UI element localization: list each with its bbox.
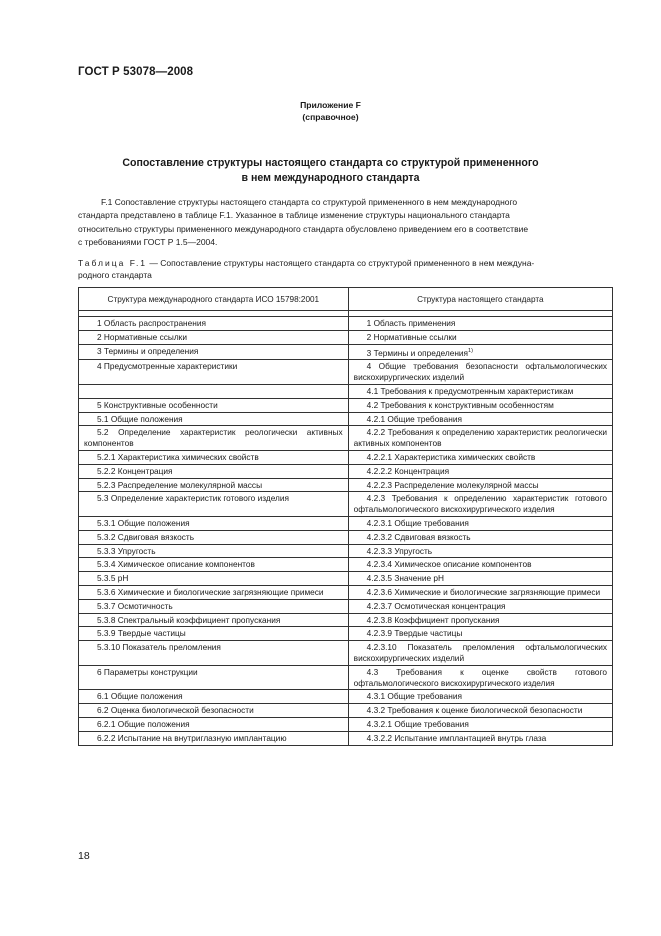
cell-national-section xyxy=(348,464,612,478)
cell-text: 4.3 Требования к оценке свойств готового офтальмологического вискохирургического изделия xyxy=(353,666,607,688)
cell-international-section xyxy=(79,613,349,627)
cell-international-section xyxy=(79,627,349,641)
cell-national-section xyxy=(348,412,612,426)
table-body xyxy=(79,311,613,746)
cell-text: 5.3.10 Показатель преломления xyxy=(97,642,221,653)
cell-text: 5.2 Определение характеристик реологически активных компонентов xyxy=(84,427,343,449)
cell-national-section xyxy=(348,572,612,586)
table-caption-text-cont: родного стандарта xyxy=(78,270,152,280)
cell-national-section xyxy=(348,613,612,627)
table-row xyxy=(79,317,613,331)
cell-international-section xyxy=(79,384,349,398)
table-caption xyxy=(78,257,618,281)
cell-national-section xyxy=(348,530,612,544)
table-row xyxy=(79,330,613,344)
cell-text: 5.3.3 Упругость xyxy=(97,545,156,556)
cell-national-section xyxy=(348,450,612,464)
table-row xyxy=(79,665,613,690)
cell-text: 5.3.4 Химическое описание компонентов xyxy=(97,559,255,570)
cell-national-section xyxy=(348,717,612,731)
cell-international-section xyxy=(79,665,349,690)
cell-text: 4.2.2.3 Распределение молекулярной массы xyxy=(366,479,539,490)
cell-text: 4.2.2.1 Характеристика химических свойств xyxy=(366,451,536,462)
cell-international-section xyxy=(79,317,349,331)
cell-national-section xyxy=(348,731,612,745)
table-row xyxy=(79,530,613,544)
table-row xyxy=(79,690,613,704)
cell-international-section xyxy=(79,478,349,492)
cell-national-section xyxy=(348,690,612,704)
cell-text: 4.2.3.7 Осмотическая концентрация xyxy=(366,600,506,611)
appendix-type: (справочное) xyxy=(302,112,359,122)
table-caption-text: — Сопоставление структуры настоящего стандарта со структурой примененного в нем междуна- xyxy=(147,258,535,268)
table-row xyxy=(79,464,613,478)
cell-text: 6.2.1 Общие положения xyxy=(97,718,190,729)
table-row xyxy=(79,704,613,718)
cell-national-section xyxy=(348,384,612,398)
cell-national-section xyxy=(348,426,612,451)
table-row xyxy=(79,478,613,492)
cell-international-section xyxy=(79,360,349,385)
comparison-table xyxy=(78,287,613,746)
cell-text: 4.2.3.1 Общие требования xyxy=(366,517,469,528)
cell-text: 1 Область применения xyxy=(366,318,456,328)
intro-paragraph xyxy=(78,196,613,249)
table-row xyxy=(79,731,613,745)
cell-national-section xyxy=(348,704,612,718)
table-row xyxy=(79,450,613,464)
cell-text: 3 Термины и определения xyxy=(97,345,199,356)
cell-international-section xyxy=(79,641,349,666)
footnote-marker: 1) xyxy=(468,347,473,354)
cell-international-section xyxy=(79,690,349,704)
cell-international-section xyxy=(79,516,349,530)
cell-text: 4.3.1 Общие требования xyxy=(366,691,462,702)
table-row xyxy=(79,412,613,426)
cell-text: 6.2.2 Испытание на внутриглазную имплантацию xyxy=(97,732,287,743)
cell-text: 4.2.3.5 Значение pH xyxy=(366,573,445,584)
cell-international-section xyxy=(79,426,349,451)
cell-text: 5.3.6 Химические и биологические загрязняющие примеси xyxy=(97,586,324,597)
cell-text: 5.3 Определение характеристик готового изделия xyxy=(97,493,290,504)
cell-text: 6 Параметры конструкции xyxy=(97,666,198,677)
cell-text: 5.2.3 Распределение молекулярной массы xyxy=(97,479,263,490)
cell-text: 4 Предусмотренные характеристики xyxy=(97,361,238,372)
page-number: 18 xyxy=(78,850,90,862)
cell-text: 5.3.7 Осмотичность xyxy=(97,600,173,611)
table-row xyxy=(79,384,613,398)
cell-text: 4.2.3 Требования к определению характеристик готового офтальмологического вискохирургического изделия xyxy=(353,493,607,515)
cell-text: 5.3.2 Сдвиговая вязкость xyxy=(97,531,195,542)
cell-text: 4.2.1 Общие требования xyxy=(366,413,462,424)
cell-text: 4.2.2 Требования к определению характеристик реологически активных компонентов xyxy=(353,427,607,449)
cell-text: 2 Нормативные ссылки xyxy=(366,331,457,342)
cell-international-section xyxy=(79,717,349,731)
table-row xyxy=(79,558,613,572)
cell-national-section xyxy=(348,492,612,517)
document-id: ГОСТ Р 53078—2008 xyxy=(78,66,194,78)
table-row xyxy=(79,613,613,627)
paragraph-line: с требованиями ГОСТ Р 1.5—2004. xyxy=(78,236,218,247)
cell-text: 4 Общие требования безопасности офтальмологических вискохирургических изделий xyxy=(353,361,607,383)
cell-international-section xyxy=(79,412,349,426)
cell-international-section xyxy=(79,344,349,360)
cell-national-section xyxy=(348,665,612,690)
cell-national-section xyxy=(348,544,612,558)
cell-text: 4.2 Требования к конструктивным особенностям xyxy=(366,399,554,410)
table-row xyxy=(79,360,613,385)
table-row xyxy=(79,717,613,731)
cell-international-section xyxy=(79,731,349,745)
cell-text: 5.3.5 pH xyxy=(97,573,129,584)
cell-text: 5.3.9 Твердые частицы xyxy=(97,628,186,639)
cell-international-section xyxy=(79,544,349,558)
cell-text: 4.2.3.4 Химическое описание компонентов xyxy=(366,559,532,570)
cell-text: 5.2.1 Характеристика химических свойств xyxy=(97,451,259,462)
cell-international-section xyxy=(79,450,349,464)
cell-text: 4.3.2.2 Испытание имплантацией внутрь глаза xyxy=(366,732,547,743)
cell-national-section xyxy=(348,398,612,412)
cell-national-section xyxy=(348,558,612,572)
cell-text: 5.3.8 Спектральный коэффициент пропускания xyxy=(97,614,281,625)
section-title-line-1: Сопоставление структуры настоящего стандарта со структурой примененного xyxy=(122,157,539,169)
cell-international-section xyxy=(79,572,349,586)
header-national-structure: Структура настоящего стандарта xyxy=(348,288,612,311)
cell-national-section xyxy=(348,478,612,492)
cell-text: 4.2.2.2 Концентрация xyxy=(366,465,450,476)
cell-international-section xyxy=(79,398,349,412)
cell-text: 4.2.3.10 Показатель преломления офтальмологических вискохирургических изделий xyxy=(353,642,607,663)
cell-text: 5.1 Общие положения xyxy=(97,413,183,424)
cell-text: 4.2.3.6 Химические и биологические загрязняющие примеси xyxy=(366,586,601,597)
table-row xyxy=(79,572,613,586)
table-row xyxy=(79,585,613,599)
cell-text: 1 Область распространения xyxy=(97,318,206,328)
cell-international-section xyxy=(79,558,349,572)
cell-text: 6.1 Общие положения xyxy=(97,691,183,702)
table-row xyxy=(79,426,613,451)
cell-text: 4.2.3.8 Коэффициент пропускания xyxy=(366,614,500,625)
table-row xyxy=(79,544,613,558)
cell-text: 5.3.1 Общие положения xyxy=(97,517,190,528)
table-row xyxy=(79,492,613,517)
cell-national-section xyxy=(348,585,612,599)
cell-text: 4.2.3.3 Упругость xyxy=(366,545,433,556)
cell-national-section xyxy=(348,360,612,385)
cell-international-section xyxy=(79,464,349,478)
table-row xyxy=(79,599,613,613)
table-row xyxy=(79,641,613,666)
table-row xyxy=(79,344,613,360)
cell-international-section xyxy=(79,492,349,517)
cell-international-section xyxy=(79,530,349,544)
table-caption-prefix: Таблица F.1 xyxy=(78,258,148,268)
cell-text: 4.2.3.9 Твердые частицы xyxy=(366,628,463,639)
cell-international-section xyxy=(79,330,349,344)
cell-international-section xyxy=(79,704,349,718)
cell-text: 4.3.2 Требования к оценке биологической безопасности xyxy=(366,705,583,716)
cell-national-section xyxy=(348,330,612,344)
cell-national-section xyxy=(348,599,612,613)
cell-text: 3 Термины и определения xyxy=(366,347,469,358)
paragraph-line: F.1 Сопоставление структуры настоящего стандарта со структурой примененного в нем международного xyxy=(101,197,518,207)
cell-national-section xyxy=(348,344,612,360)
cell-text: 5 Конструктивные особенности xyxy=(97,399,218,410)
cell-international-section xyxy=(79,599,349,613)
header-international-structure: Структура международного стандарта ИСО 15798:2001 xyxy=(79,288,349,311)
paragraph-line: стандарта представлено в таблице F.1. Указанное в таблице изменение структуры национального стандарта xyxy=(78,210,510,221)
cell-national-section xyxy=(348,516,612,530)
cell-national-section xyxy=(348,317,612,331)
appendix-label: Приложение F xyxy=(300,100,361,110)
cell-national-section xyxy=(348,627,612,641)
table-header-row xyxy=(79,288,613,311)
cell-text: 6.2 Оценка биологической безопасности xyxy=(97,705,254,716)
cell-text: 4.3.2.1 Общие требования xyxy=(366,718,469,729)
table-row xyxy=(79,516,613,530)
cell-international-section xyxy=(79,585,349,599)
cell-text: 5.2.2 Концентрация xyxy=(97,465,173,476)
cell-text: 4.1 Требования к предусмотренным характеристикам xyxy=(366,385,574,396)
table-row xyxy=(79,398,613,412)
cell-national-section xyxy=(348,641,612,666)
section-title-line-2: в нем международного стандарта xyxy=(241,172,420,184)
cell-text: 2 Нормативные ссылки xyxy=(97,331,187,342)
cell-text: 4.2.3.2 Сдвиговая вязкость xyxy=(366,531,471,542)
paragraph-line: относительно структуры примененного международного стандарта обусловлено приведением его в соответствие xyxy=(78,223,529,234)
table-row xyxy=(79,627,613,641)
